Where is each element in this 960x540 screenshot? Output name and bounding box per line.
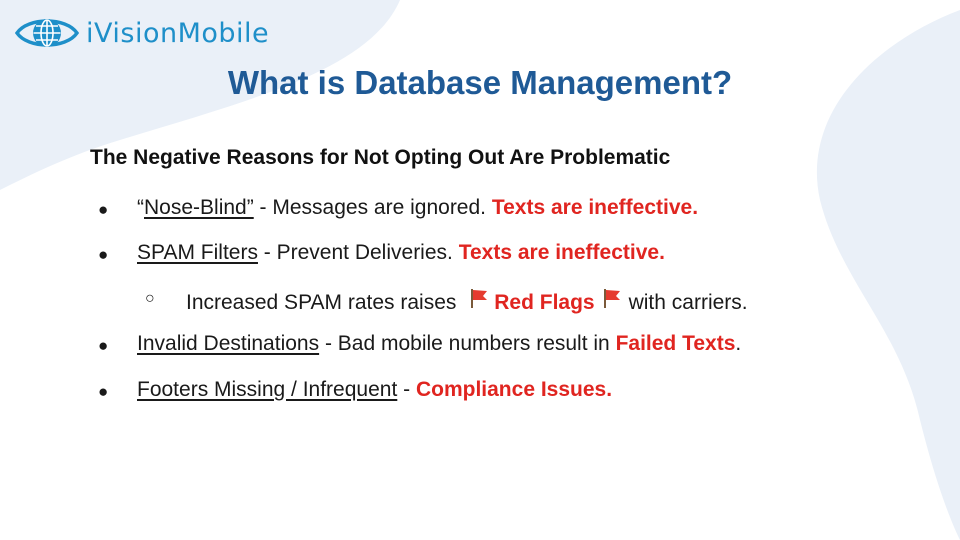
- bullet-glyph: ●: [98, 200, 109, 219]
- red-flag-icon: [601, 287, 623, 309]
- bullet-glyph: ●: [98, 382, 109, 401]
- list-item-highlight: Texts are ineffective.: [491, 196, 699, 219]
- list-item: [137, 378, 612, 402]
- eye-globe-logo-icon: [14, 12, 80, 54]
- list-item-text: - Bad mobile numbers result in: [319, 332, 616, 355]
- red-flag-icon: [468, 287, 490, 309]
- logo: [14, 12, 269, 54]
- list-item-tail: .: [735, 332, 742, 355]
- open-quote: “: [137, 196, 144, 219]
- list-item-highlight: Failed Texts: [615, 332, 736, 355]
- sub-list-item: [186, 287, 748, 315]
- bullet-glyph: ●: [98, 336, 109, 355]
- list-item: [137, 332, 741, 356]
- red-flags-label: Red Flags: [494, 291, 595, 314]
- list-item-highlight: Compliance Issues.: [415, 378, 613, 401]
- bullet-glyph: ●: [98, 245, 109, 264]
- sub-item-text: Increased SPAM rates raises: [186, 291, 463, 314]
- list-item-highlight: Texts are ineffective.: [458, 241, 665, 264]
- list-item: [137, 196, 698, 220]
- footers-missing-link[interactable]: Footers Missing / Infrequent: [137, 378, 398, 401]
- logo-text: iVisionMobile: [86, 17, 270, 49]
- list-item: [137, 241, 665, 265]
- sub-bullet-glyph: ○: [145, 290, 155, 307]
- spam-filters-link[interactable]: SPAM Filters: [137, 241, 258, 264]
- list-item-text: - Messages are ignored.: [253, 196, 492, 219]
- slide-subtitle: The Negative Reasons for Not Opting Out Are Problematic: [90, 146, 671, 169]
- list-item-text: - Prevent Deliveries.: [257, 241, 459, 264]
- nose-blind-link[interactable]: Nose-Blind”: [144, 196, 254, 219]
- sub-item-tail: with carriers.: [628, 291, 748, 314]
- list-item-text: -: [397, 378, 416, 401]
- slide-title: What is Database Management?: [227, 64, 733, 101]
- invalid-destinations-link[interactable]: Invalid Destinations: [137, 332, 320, 355]
